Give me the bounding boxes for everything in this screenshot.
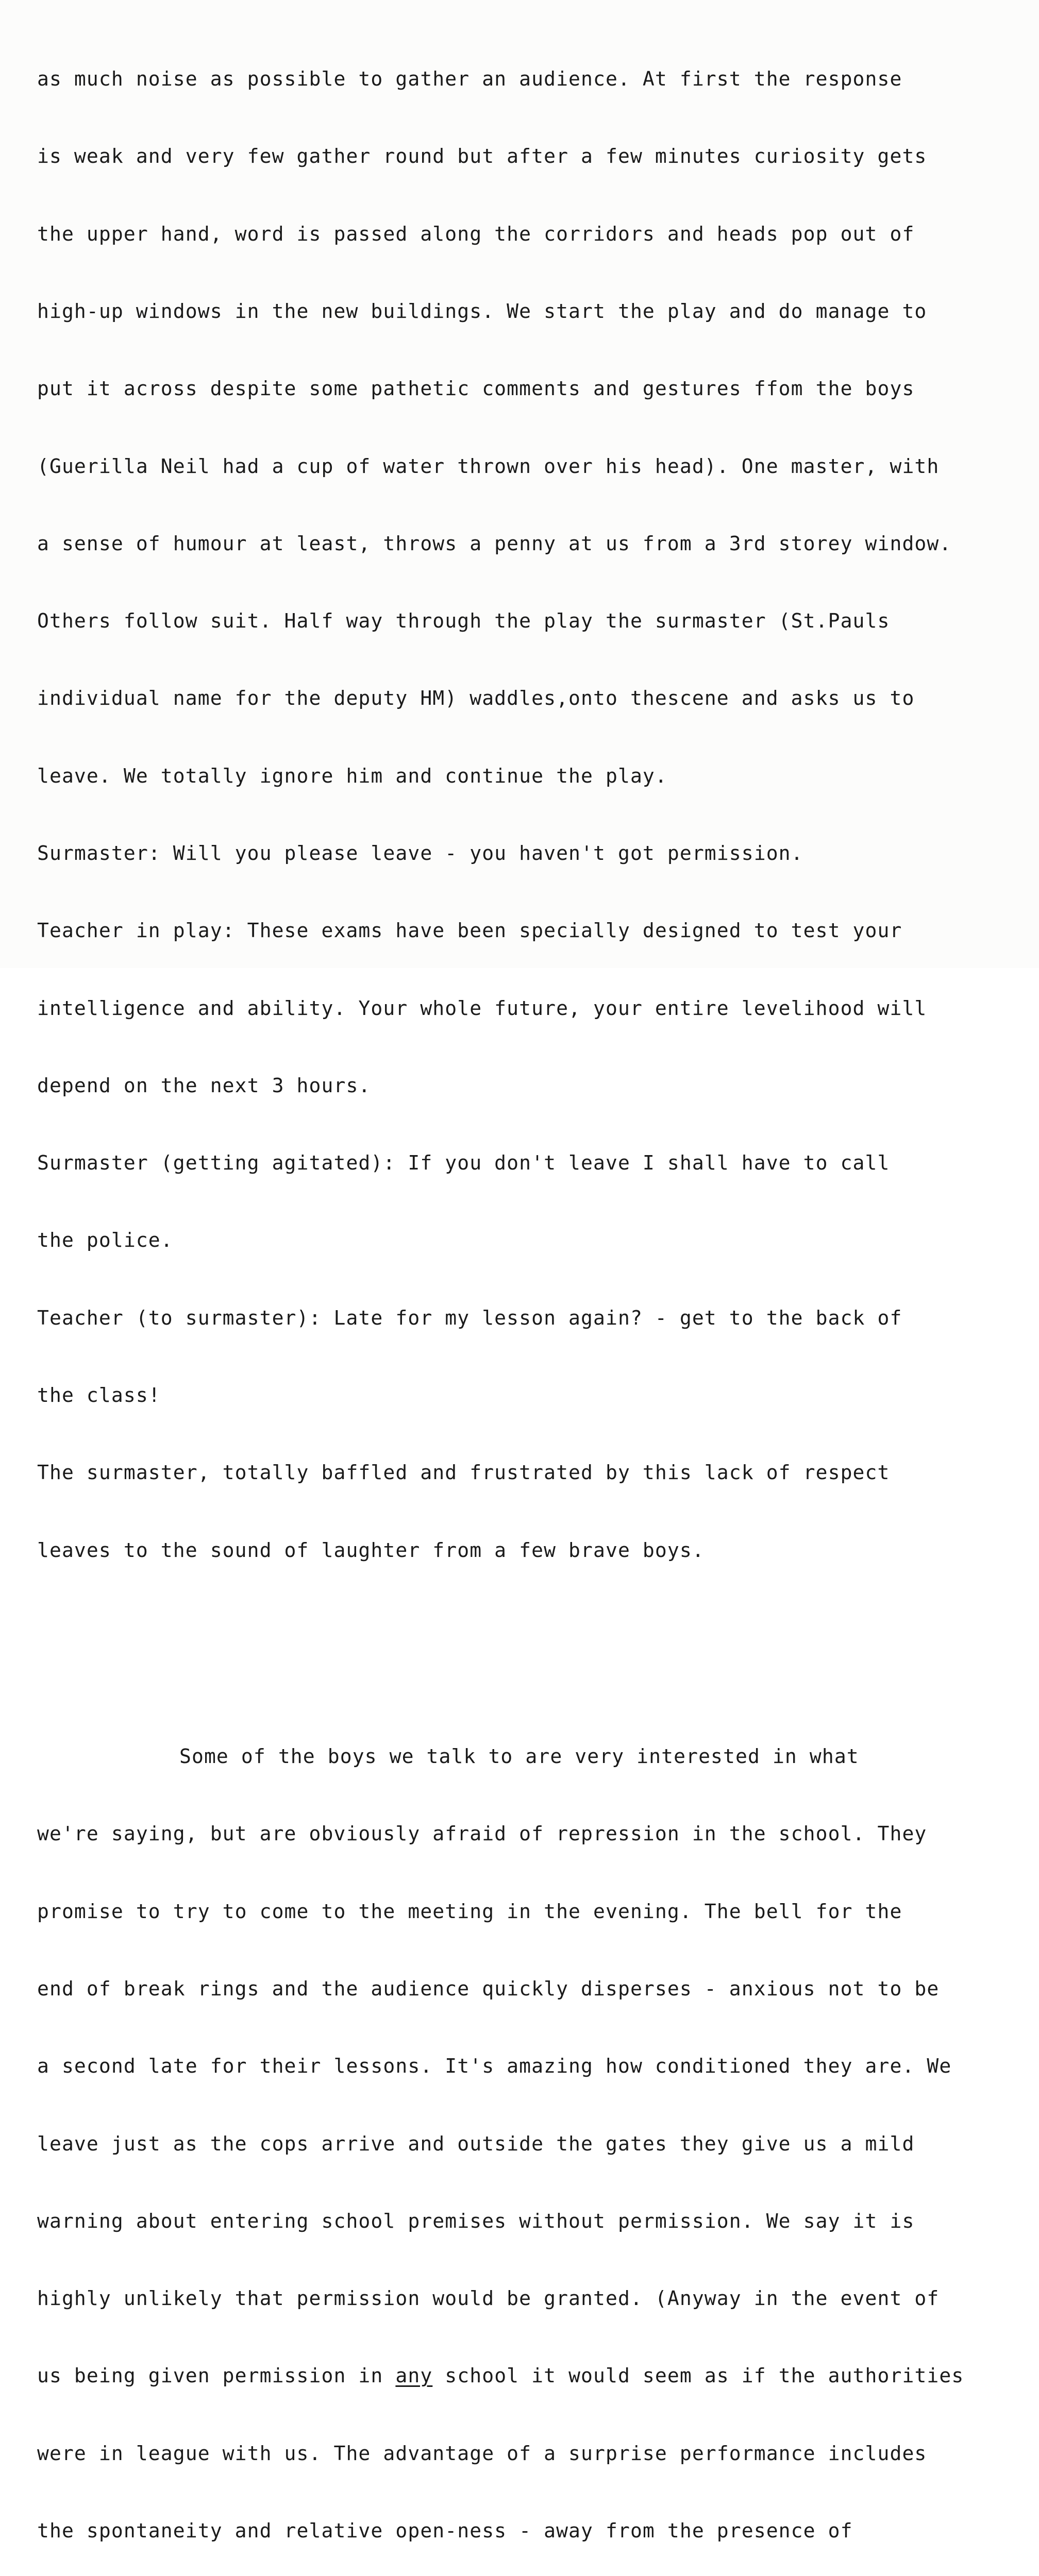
text-segment: school it would seem as if the authorities (432, 2364, 964, 2387)
text-line: Teacher (to surmaster): Late for my lesson again? - get to the back of (37, 1306, 902, 1329)
text-line: Surmaster: Will you please leave - you haven't got permission. (37, 842, 803, 865)
text-line: depend on the next 3 hours. (37, 1074, 371, 1097)
text-line: Surmaster (getting agitated): If you don't leave I shall have to call (37, 1151, 890, 1175)
text-line: (Guerilla Neil had a cup of water thrown over his head). One master, with (37, 454, 940, 478)
text-line: intelligence and ability. Your whole future, your entire levelihood will (37, 996, 927, 1020)
text-line: highly unlikely that permission would be granted. (Anyway in the event of (37, 2287, 940, 2310)
text-line: individual name for the deputy HM) waddles,onto thescene and asks us to (37, 687, 915, 710)
document-text (37, 14, 1027, 2576)
text-line: were in league with us. The advantage of a surprise performance includes (37, 2442, 927, 2465)
text-line: is weak and very few gather round but after a few minutes curiosity gets (37, 145, 927, 168)
text-line: a sense of humour at least, throws a penny at us from a 3rd storey window. (37, 532, 952, 555)
text-segment: us being given permission in (37, 2364, 396, 2387)
text-line: the upper hand, word is passed along the corridors and heads pop out of (37, 222, 915, 245)
text-line: warning about entering school premises without permission. We say it is (37, 2209, 915, 2232)
text-line: end of break rings and the audience quickly disperses - anxious not to be (37, 1977, 940, 2001)
text-line: put it across despite some pathetic comments and gestures ffom the boys (37, 377, 915, 400)
paragraph-gap (37, 1640, 1027, 1666)
text-line: leave just as the cops arrive and outside the gates they give us a mild (37, 2132, 915, 2155)
text-line: promise to try to come to the meeting in the evening. The bell for the (37, 1900, 902, 1923)
text-line: we're saying, but are obviously afraid of repression in the school. They (37, 1822, 927, 1845)
underlined-word: any (395, 2364, 433, 2387)
paragraph-first-line: Some of the boys we talk to are very interested in what (179, 1745, 859, 1768)
text-line: The surmaster, totally baffled and frustrated by this lack of respect (37, 1461, 890, 1484)
text-line: the police. (37, 1229, 173, 1252)
text-line: as much noise as possible to gather an audience. At first the response (37, 67, 902, 91)
text-line-with-underline (37, 2363, 1027, 2388)
text-line: high-up windows in the new buildings. We start the play and do manage to (37, 300, 927, 323)
text-line: Others follow suit. Half way through the play the surmaster (St.Pauls (37, 609, 890, 633)
text-line: the spontaneity and relative open-ness - away from the presence of (37, 2519, 853, 2542)
text-line: leaves to the sound of laughter from a few brave boys. (37, 1538, 705, 1562)
text-line: leave. We totally ignore him and continue the play. (37, 764, 667, 787)
text-line: the class! (37, 1383, 161, 1406)
text-line: Teacher in play: These exams have been specially designed to test your (37, 919, 902, 942)
text-line: a second late for their lessons. It's amazing how conditioned they are. We (37, 2055, 952, 2078)
